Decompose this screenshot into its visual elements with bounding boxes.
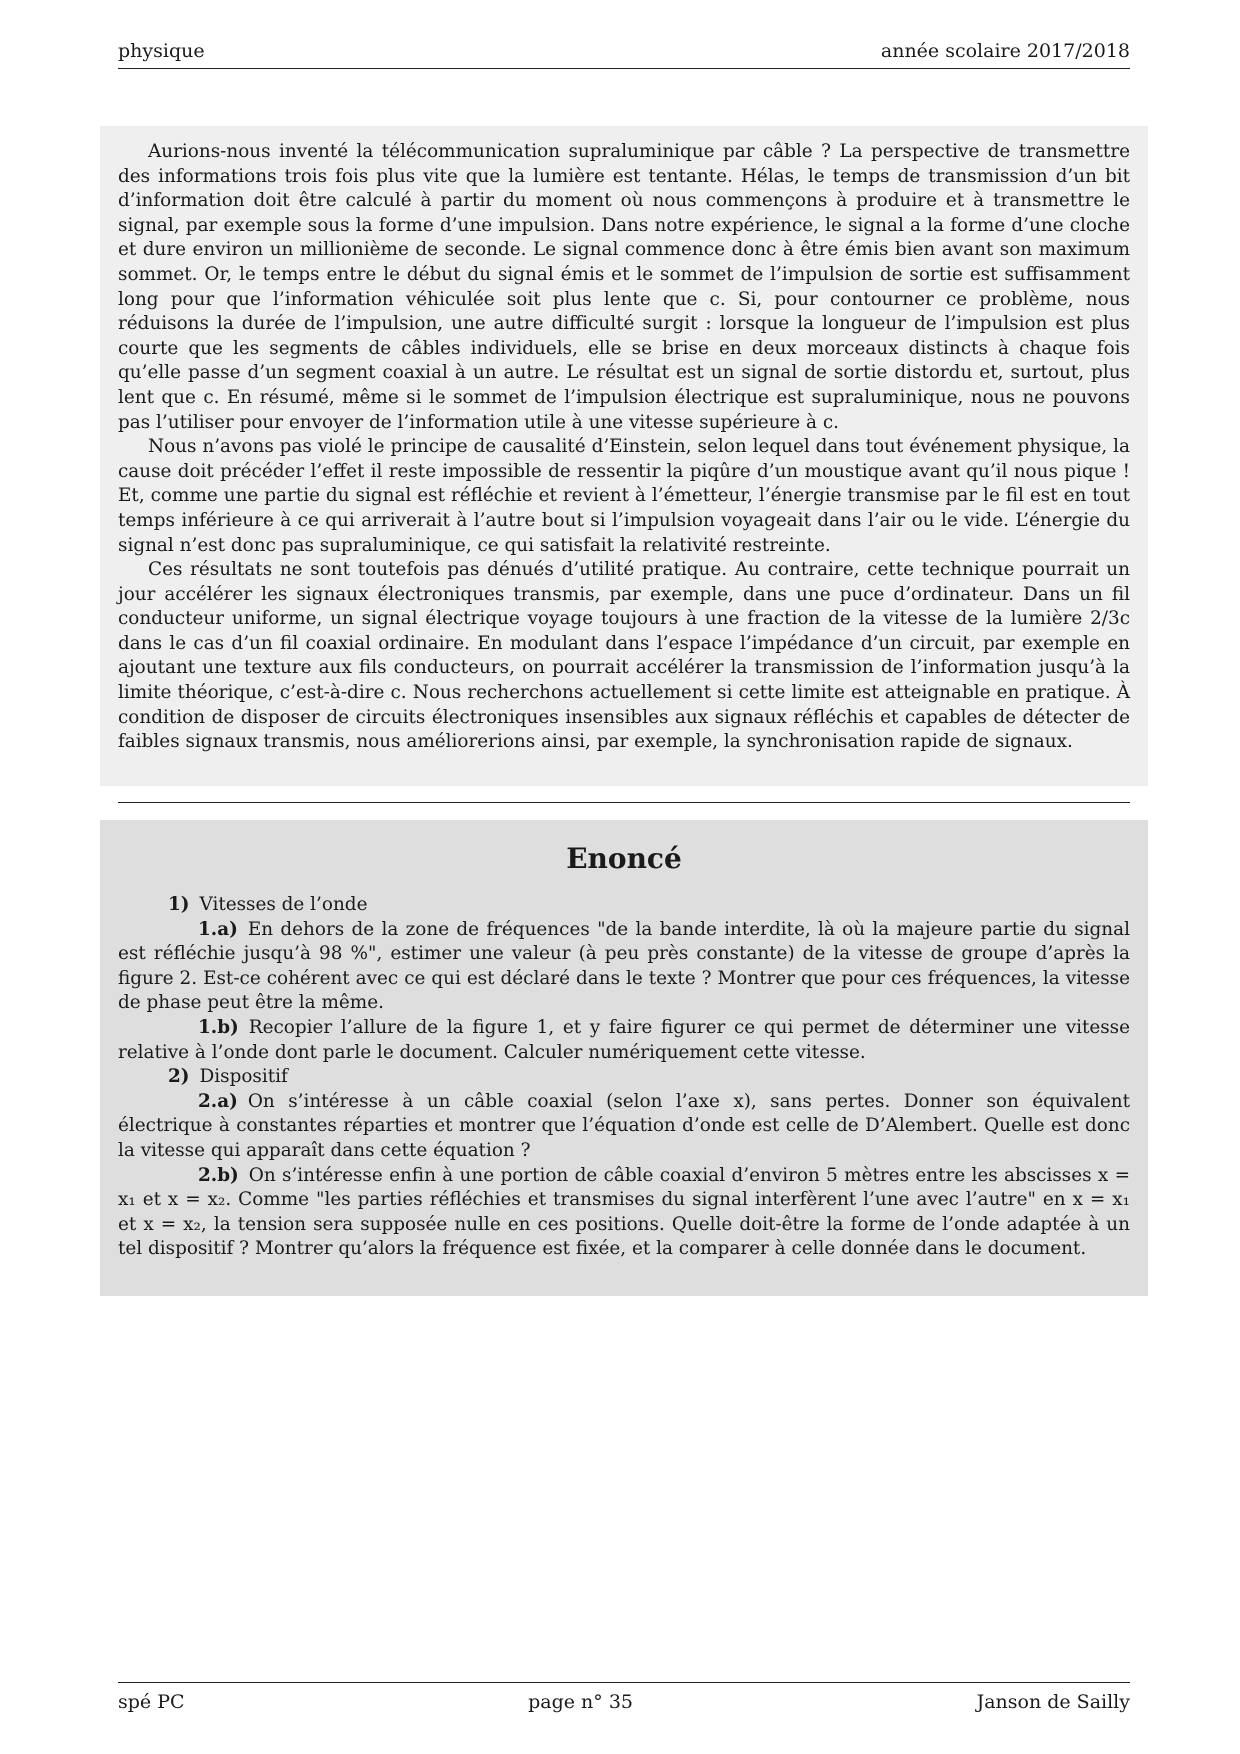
- separator-rule: [118, 802, 1130, 803]
- question-2b-number: 2.b): [198, 1164, 239, 1186]
- article-paragraph-3: Ces résultats ne sont toutefois pas dénués d’utilité pratique. Au contraire, cette technique pourrait un jour accélérer les signaux électroniques transmis, par exemple, dans une puce d’ordinateur. Dans un fil conducteur uniforme, un signal électrique voyage toujours à une fraction de la vitesse de la lumière 2/3c dans le cas d’un fil coaxial ordinaire. En modulant dans l’espace l’impédance d’un circuit, par exemple en ajoutant une texture aux fils conducteurs, on pourrait accélérer la transmission de l’information jusqu’à la limite théorique, c’est-à-dire c. Nous recherchons actuellement si cette limite est atteignable en pratique. À condition de disposer de circuits électroniques insensibles aux signaux réfléchis et capables de détecter de faibles signaux transmis, nous améliorerions ainsi, par exemple, la synchronisation rapide de signaux.: [118, 559, 1130, 753]
- footer-school: Janson de Sailly: [976, 1691, 1130, 1713]
- question-2a-number: 2.a): [198, 1090, 238, 1112]
- question-2b: [118, 1164, 1130, 1262]
- page-footer: [118, 1682, 1130, 1713]
- page-header: [118, 40, 1130, 69]
- question-1b: [118, 1016, 1130, 1065]
- article-excerpt: [100, 126, 1148, 786]
- footer-class: spé PC: [118, 1691, 185, 1713]
- enonce-section: [100, 820, 1148, 1296]
- question-2-label: Dispositif: [199, 1066, 288, 1088]
- question-1a: [118, 918, 1130, 1016]
- footer-page-number: page n° 35: [528, 1691, 633, 1713]
- header-year: année scolaire 2017/2018: [880, 40, 1130, 62]
- question-1b-number: 1.b): [198, 1016, 239, 1038]
- question-1-heading: [118, 893, 1130, 918]
- question-1a-text: En dehors de la zone de fréquences "de la bande interdite, là où la majeure partie du signal est réfléchie jusqu’à 98 %", estimer une valeur (à peu près constante) de la vitesse de groupe d’après la figure 2. Est-ce cohérent avec ce qui est déclaré dans le texte ? Montrer que pour ces fréquences, la vitesse de phase peut être la même.: [118, 918, 1130, 1014]
- question-2b-text: On s’intéresse enfin à une portion de câble coaxial d’environ 5 mètres entre les abscisses x = x₁ et x = x₂. Comme "les parties réfléchies et transmises du signal interfèrent l’une avec l’autre" en x = x₁ et x = x₂, la tension sera supposée nulle en ces positions. Quelle doit-être la forme de l’onde adaptée à un tel dispositif ? Montrer qu’alors la fréquence est fixée, et la comparer à celle donnée dans le document.: [118, 1164, 1130, 1260]
- question-1a-number: 1.a): [198, 918, 238, 940]
- question-1-number: 1): [168, 894, 190, 915]
- question-2-number: 2): [168, 1066, 190, 1088]
- question-1b-text: Recopier l’allure de la figure 1, et y faire figurer ce qui permet de déterminer une vitesse relative à l’onde dont parle le document. Calculer numériquement cette vitesse.: [118, 1016, 1130, 1063]
- article-paragraph-2: Nous n’avons pas violé le principe de causalité d’Einstein, selon lequel dans tout événement physique, la cause doit précéder l’effet il reste impossible de ressentir la piqûre d’un moustique avant qu’il nous pique ! Et, comme une partie du signal est réfléchie et revient à l’émetteur, l’énergie transmise par le fil est en tout temps inférieure à ce qui arriverait à l’autre bout si l’impulsion voyageait dans l’air ou le vide. L’énergie du signal n’est donc pas supraluminique, ce qui satisfait la relativité restreinte.: [118, 436, 1130, 556]
- enonce-title: Enoncé: [566, 842, 682, 875]
- header-subject: physique: [118, 40, 205, 62]
- question-2a-text: On s’intéresse à un câble coaxial (selon l’axe x), sans pertes. Donner son équivalent électrique à constantes réparties et montrer que l’équation d’onde est celle de D’Alembert. Quelle est donc la vitesse qui apparaît dans cette équation ?: [118, 1090, 1130, 1161]
- question-2-heading: [118, 1065, 1130, 1090]
- question-1-label: Vitesses de l’onde: [199, 894, 368, 915]
- question-2a: [118, 1090, 1130, 1164]
- article-paragraph-1: Aurions-nous inventé la télécommunication supraluminique par câble ? La perspective de transmettre des informations trois fois plus vite que la lumière est tentante. Hélas, le temps de transmission d’un bit d’information doit être calculé à partir du moment où nous commençons à produire et à transmettre le signal, par exemple sous la forme d’une impulsion. Dans notre expérience, le signal a la forme d’une cloche et dure environ un millionième de seconde. Le signal commence donc à être émis bien avant son maximum sommet. Or, le temps entre le début du signal émis et le sommet de l’impulsion de sortie est suffisamment long pour que l’information véhiculée soit plus lente que c. Si, pour contourner ce problème, nous réduisons la durée de l’impulsion, une autre difficulté surgit : lorsque la longueur de l’impulsion est plus courte que les segments de câbles individuels, elle se brise en deux morceaux distincts à chaque fois qu’elle passe d’un segment coaxial à un autre. Le résultat est un signal de sortie distordu et, surtout, plus lent que c. En résumé, même si le sommet de l’impulsion électrique est supraluminique, nous ne pouvons pas l’utiliser pour envoyer de l’information utile à une vitesse supérieure à c.: [118, 141, 1130, 433]
